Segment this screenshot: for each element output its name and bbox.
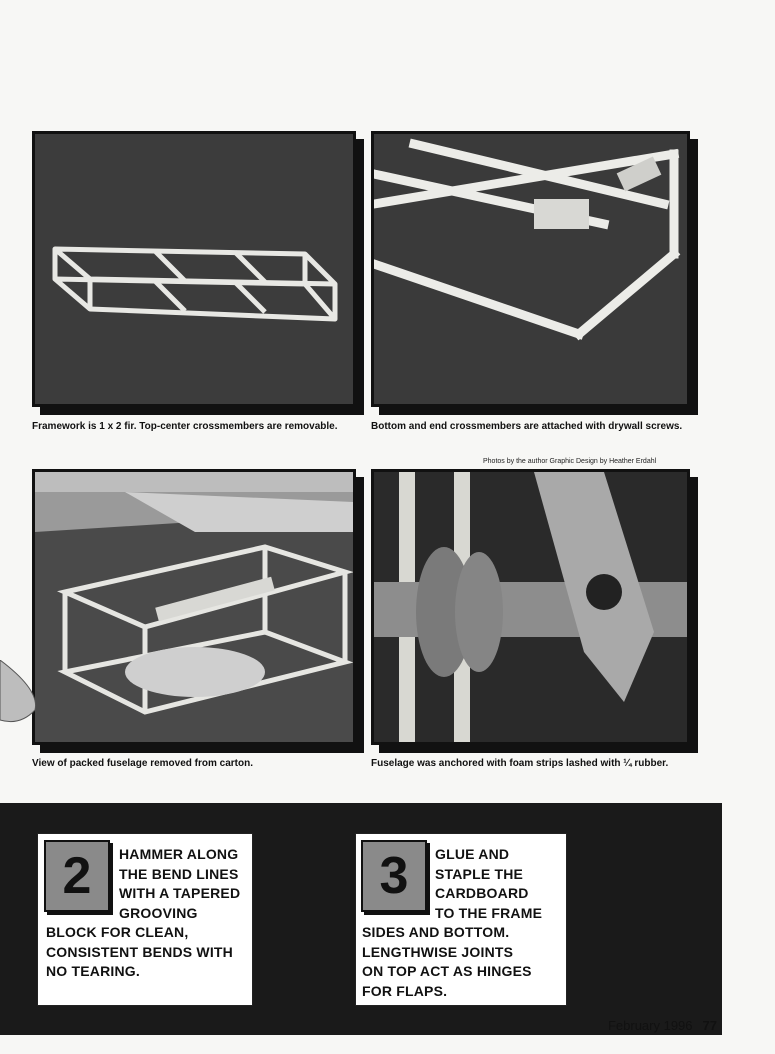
- photo-crossmembers-image: [374, 134, 687, 404]
- photo-framework-caption: Framework is 1 x 2 fir. Top-center crossmembers are removable.: [32, 421, 338, 432]
- step-3-line: SIDES AND BOTTOM.: [362, 924, 510, 940]
- photo-credits: Photos by the author Graphic Design by Heather Erdahl: [483, 458, 657, 465]
- step-2-line: GROOVING: [119, 904, 198, 921]
- step-3-line: GLUE AND: [435, 846, 510, 862]
- step-3-line: ON TOP ACT AS HINGES: [362, 963, 532, 979]
- step-2-line: BLOCK FOR CLEAN,: [46, 924, 189, 940]
- step-2-line: THE BEND LINES: [119, 865, 239, 882]
- step-2-line: CONSISTENT BENDS WITH: [46, 943, 233, 960]
- photo-framework: [32, 131, 356, 407]
- step-3-line: FOR FLAPS.: [362, 982, 448, 999]
- photo-packed-fuselage: [32, 469, 356, 745]
- margin-graphic-fragment: [0, 660, 40, 726]
- step-2-number: 2: [44, 840, 110, 912]
- photo-anchored-fuselage-image: [374, 472, 687, 742]
- photo-packed-fuselage-image: [35, 472, 353, 742]
- photo-packed-fuselage-caption: View of packed fuselage removed from carton.: [32, 758, 253, 769]
- photo-crossmembers-caption: Bottom and end crossmembers are attached with drywall screws.: [371, 421, 683, 432]
- step-2-line: NO TEARING.: [46, 963, 140, 979]
- issue-date: February 1996: [607, 1018, 693, 1033]
- step-3-text: [362, 845, 562, 1001]
- photo-anchored-fuselage: [371, 469, 690, 745]
- step-3-line: TO THE FRAME: [435, 904, 543, 921]
- photo-anchored-fuselage-caption: Fuselage was anchored with foam strips lashed with ¼ rubber.: [371, 758, 669, 769]
- step-3-line: CARDBOARD: [435, 885, 529, 901]
- step-3-number: 3: [361, 840, 427, 912]
- photo-crossmembers: [371, 131, 690, 407]
- step-2-line: HAMMER ALONG: [119, 846, 239, 862]
- step-2-line: WITH A TAPERED: [119, 885, 241, 901]
- step-3-line: LENGTHWISE JOINTS: [362, 943, 514, 960]
- page-number: 77: [702, 1018, 717, 1033]
- page-footer: [608, 1018, 717, 1033]
- step-3-line: STAPLE THE: [435, 865, 524, 882]
- step-2-text: [46, 845, 251, 982]
- photo-framework-image: [35, 134, 353, 404]
